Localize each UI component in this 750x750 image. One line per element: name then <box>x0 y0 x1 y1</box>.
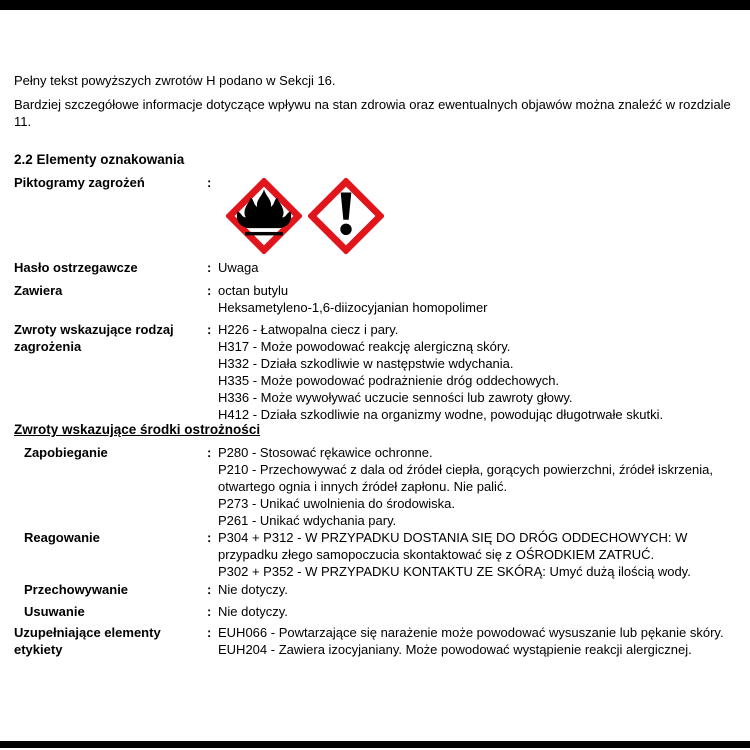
hazard-statement-line: H336 - Może wywoływać uczucie senności lub zawroty głowy. <box>218 390 573 405</box>
signal-word-value: Uwaga <box>218 260 259 275</box>
supplemental-statement-line: EUH066 - Powtarzające się narażenie może powodować wysuszanie lub pękanie skóry. <box>218 625 724 640</box>
section-2-2-heading: 2.2 Elementy oznakowania <box>14 152 185 167</box>
colon-separator: : <box>207 175 212 190</box>
exclamation-mark-pictogram-icon <box>308 178 384 254</box>
pictograms-label: Piktogramy zagrożeń <box>14 175 145 190</box>
disposal-label: Usuwanie <box>24 604 85 619</box>
disposal-value: Nie dotyczy. <box>218 604 288 619</box>
colon-separator: : <box>207 283 212 298</box>
row-signal-word <box>14 259 746 276</box>
precautionary-statements-heading: Zwroty wskazujące środki ostrożności <box>14 422 261 437</box>
precautionary-statement-line: P261 - Unikać wdychania pary. <box>218 513 397 528</box>
precautionary-statement-line: P280 - Stosować rękawice ochronne. <box>218 445 433 460</box>
row-supplemental-label-elements <box>14 624 746 658</box>
row-response <box>14 529 746 580</box>
contains-substance: Heksametyleno-1,6-diizocyjanian homopolimer <box>218 300 488 315</box>
pictogram-group <box>226 178 384 254</box>
hazard-statement-line: H332 - Działa szkodliwie w następstwie wdychania. <box>218 356 514 371</box>
colon-separator: : <box>207 322 212 337</box>
intro-paragraph-1: Pełny tekst powyższych zwrotów H podano w Sekcji 16. <box>14 73 336 88</box>
precautionary-statement-line: P273 - Unikać uwolnienia do środowiska. <box>218 496 456 511</box>
response-label: Reagowanie <box>24 530 100 545</box>
hazard-statement-line: H317 - Może powodować reakcję alergiczną skóry. <box>218 339 511 354</box>
flame-baseline-bar <box>245 232 283 235</box>
row-prevention <box>14 444 746 529</box>
precautionary-statement-line: P302 + P352 - W PRZYPADKU KONTAKTU ZE SKÓRĄ: Umyć dużą ilością wody. <box>218 564 691 579</box>
row-disposal <box>14 603 746 620</box>
row-hazard-statements <box>14 321 746 423</box>
row-storage <box>14 581 746 598</box>
supplemental-label: Uzupełniające elementy etykiety <box>14 625 161 657</box>
colon-separator: : <box>207 604 212 619</box>
precautionary-statement-line: P304 + P312 - W PRZYPADKU DOSTANIA SIĘ DO DRÓG ODDECHOWYCH: W przypadku złego samopoczucia skontaktować się z OŚRODKIEM ZATRUĆ. <box>218 530 688 562</box>
supplemental-statement-line: EUH204 - Zawiera izocyjaniany. Może powodować wystąpienie reakcji alergicznej. <box>218 642 692 657</box>
colon-separator: : <box>207 625 212 640</box>
contains-label: Zawiera <box>14 283 63 298</box>
storage-label: Przechowywanie <box>24 582 129 597</box>
letterbox-bar-top <box>0 0 750 10</box>
hazard-statement-line: H412 - Działa szkodliwie na organizmy wodne, powodując długotrwałe skutki. <box>218 407 664 422</box>
hazard-statements-label: Zwroty wskazujące rodzaj zagrożenia <box>14 322 174 354</box>
row-contains <box>14 282 746 316</box>
prevention-label: Zapobieganie <box>24 445 108 460</box>
exclamation-dot-glyph <box>340 224 351 235</box>
colon-separator: : <box>207 260 212 275</box>
storage-value: Nie dotyczy. <box>218 582 288 597</box>
flame-pictogram-icon <box>226 178 302 254</box>
signal-word-label: Hasło ostrzegawcze <box>14 260 138 275</box>
contains-substance: octan butylu <box>218 283 289 298</box>
precautionary-statement-line: P210 - Przechowywać z dala od źródeł ciepła, gorących powierzchni, źródeł iskrzenia, otwartego ognia i innych źródeł zapłonu. Nie palić. <box>218 462 713 494</box>
hazard-statement-line: H226 - Łatwopalna ciecz i pary. <box>218 322 399 337</box>
colon-separator: : <box>207 582 212 597</box>
colon-separator: : <box>207 445 212 460</box>
hazard-statement-line: H335 - Może powodować podrażnienie dróg oddechowych. <box>218 373 560 388</box>
letterbox-bar-bottom <box>0 741 750 748</box>
intro-paragraph-2: Bardziej szczegółowe informacje dotyczące wpływu na stan zdrowia oraz ewentualnych objawów można znaleźć w rozdziale 11. <box>14 97 731 129</box>
colon-separator: : <box>207 530 212 545</box>
